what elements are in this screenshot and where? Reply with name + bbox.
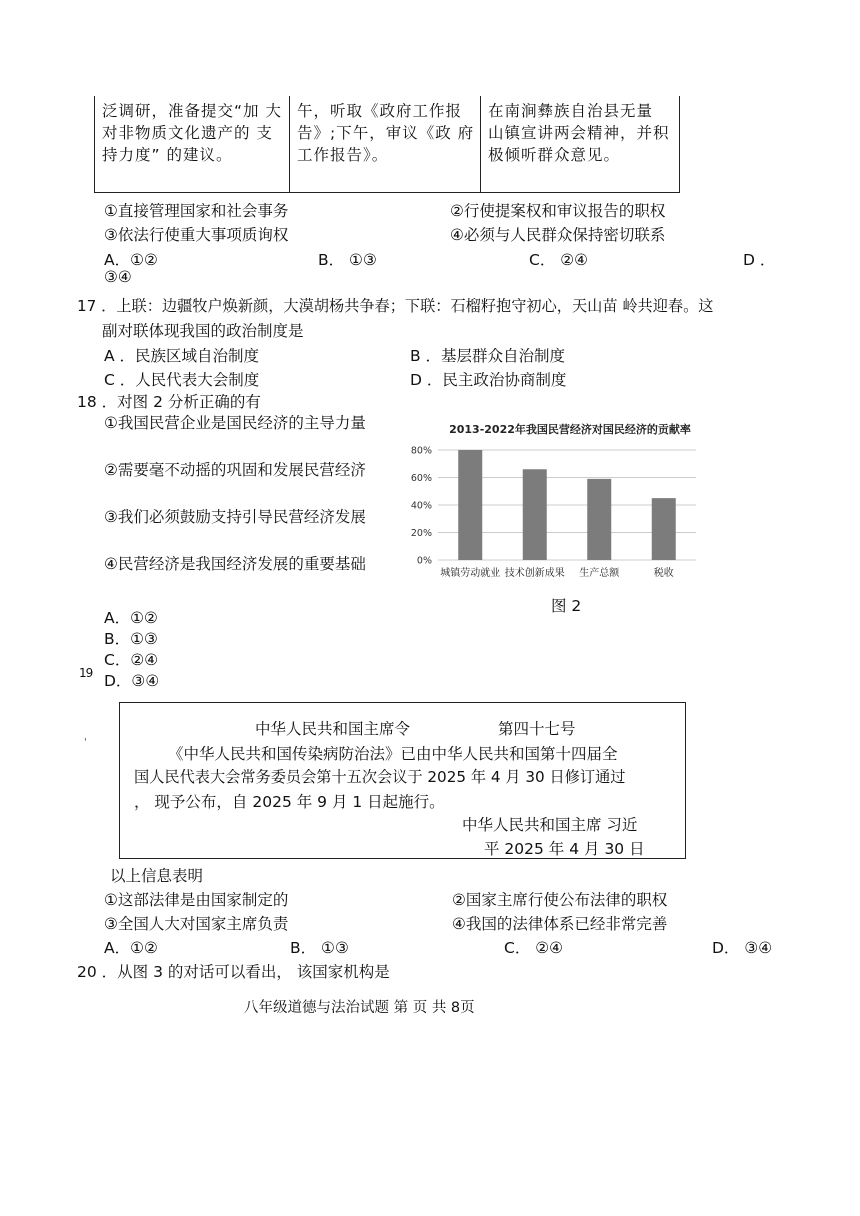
y-tick-label: 20%: [410, 528, 432, 539]
chart-bar: [523, 469, 547, 560]
x-tick-label: 城镇劳动就业: [440, 568, 501, 579]
q18-option-c: C．②④: [104, 651, 159, 669]
q20-stem: 20 ．从图 3 的对话可以看出， 该国家机构是: [77, 963, 390, 981]
q19-option-d: D． ③④: [712, 939, 773, 957]
decree-body-line2: 国人民代表大会常务委员会第十五次会议于 2025 年 4 月 30 日修订通过: [134, 768, 626, 786]
x-tick-label: 生产总额: [579, 568, 620, 579]
q18-statement-1: ①我国民营企业是国民经济的主导力量: [104, 414, 366, 432]
x-tick-label: 技术创新成果: [504, 568, 565, 579]
q19-prompt: 以上信息表明: [110, 867, 204, 885]
q19-option-c: C． ②④: [504, 939, 564, 957]
q19-statement-4: ④我国的法律体系已经非常完善: [452, 915, 668, 933]
stray-mark: ': [84, 737, 87, 748]
statement-3: ③依法行使重大事项质询权: [104, 226, 289, 244]
page-footer: 八年级道德与法治试题 第 页 共 8页: [244, 1000, 475, 1016]
y-tick-label: 0%: [416, 555, 432, 567]
q18-statement-2: ②需要毫不动摇的巩固和发展民营经济: [104, 461, 366, 479]
q19-statement-2: ②国家主席行使公布法律的职权: [452, 891, 668, 909]
q18-statement-3: ③我们必须鼓励支持引导民营经济发展: [104, 508, 366, 526]
q17-option-d: D ．民主政治协商制度: [410, 371, 567, 389]
decree-body-line1: 《中华人民共和国传染病防治法》已由中华人民共和国第十四届全: [168, 745, 618, 763]
chart-y-axis: [411, 446, 432, 567]
chart-bar: [652, 498, 676, 560]
y-tick-label: 60%: [410, 473, 432, 484]
chart-bar: [587, 479, 611, 560]
q19-number: 19: [79, 666, 93, 680]
q18-option-d: D．③④: [104, 672, 160, 690]
q19-statement-3: ③全国人大对国家主席负责: [104, 915, 289, 933]
y-tick-label: 40%: [410, 500, 432, 512]
statement-4: ④必须与人民群众保持密切联系: [450, 226, 666, 244]
decree-number: 第四十七号: [498, 720, 576, 738]
q19-option-b: B． ①③: [290, 939, 349, 957]
contribution-bar-chart: [404, 414, 704, 590]
q18-statement-4: ④民营经济是我国经济发展的重要基础: [104, 555, 366, 573]
chart-x-axis: [440, 566, 674, 579]
q18-stem: 18 ．对图 2 分析正确的有: [77, 393, 261, 411]
option-d: D ．: [743, 251, 776, 269]
y-tick-label: 80%: [410, 445, 432, 457]
q18-option-b: B．①③: [104, 630, 158, 648]
info-table: [94, 96, 680, 193]
q19-statement-1: ①这部法律是由国家制定的: [104, 891, 289, 909]
q17-option-c: C ．人民代表大会制度: [104, 371, 260, 389]
q17-stem-line1: 17 ．上联：边疆牧户焕新颜，大漠胡杨共争春；下联：石榴籽抱守初心，天山苗 岭共迎春。这: [77, 297, 714, 315]
chart-title: 2013-2022年我国民营经济对国民经济的贡献率: [449, 423, 691, 436]
statement-1: ①直接管理国家和社会事务: [104, 202, 289, 220]
option-b: B． ①③: [318, 251, 377, 269]
option-d-value: ③④: [104, 268, 132, 286]
decree-date: 平 2025 年 4 月 30 日: [484, 840, 645, 858]
option-a: A．①②: [104, 251, 158, 269]
option-c: C． ②④: [529, 251, 589, 269]
table-cell: 泛调研，准备提交“加 大对非物质文化遗产的 支持力度” 的建议。: [95, 96, 290, 192]
q19-option-a: A．①②: [104, 939, 158, 957]
chart-bar: [458, 450, 482, 560]
figure-caption: 图 2: [551, 597, 582, 615]
presidential-decree-box: [119, 702, 686, 859]
decree-body-line3: ， 现予公布，自 2025 年 9 月 1 日起施行。: [134, 793, 445, 811]
q17-stem-line2: 副对联体现我国的政治制度是: [102, 322, 304, 340]
decree-signature: 中华人民共和国主席 习近: [462, 816, 638, 834]
table-cell: 午，听取《政府工作报告》;下午，审议《政 府工作报告》。: [290, 96, 481, 192]
q18-option-a: A．①②: [104, 609, 158, 627]
table-cell: 在南涧彝族自治县无量 山镇宣讲两会精神，并积 极倾听群众意见。: [488, 102, 670, 164]
q17-option-b: B ．基层群众自治制度: [410, 347, 566, 365]
q17-option-a: A ．民族区域自治制度: [104, 347, 260, 365]
decree-heading: 中华人民共和国主席令: [255, 720, 411, 738]
x-tick-label: 税收: [653, 568, 674, 579]
statement-2: ②行使提案权和审议报告的职权: [450, 202, 666, 220]
